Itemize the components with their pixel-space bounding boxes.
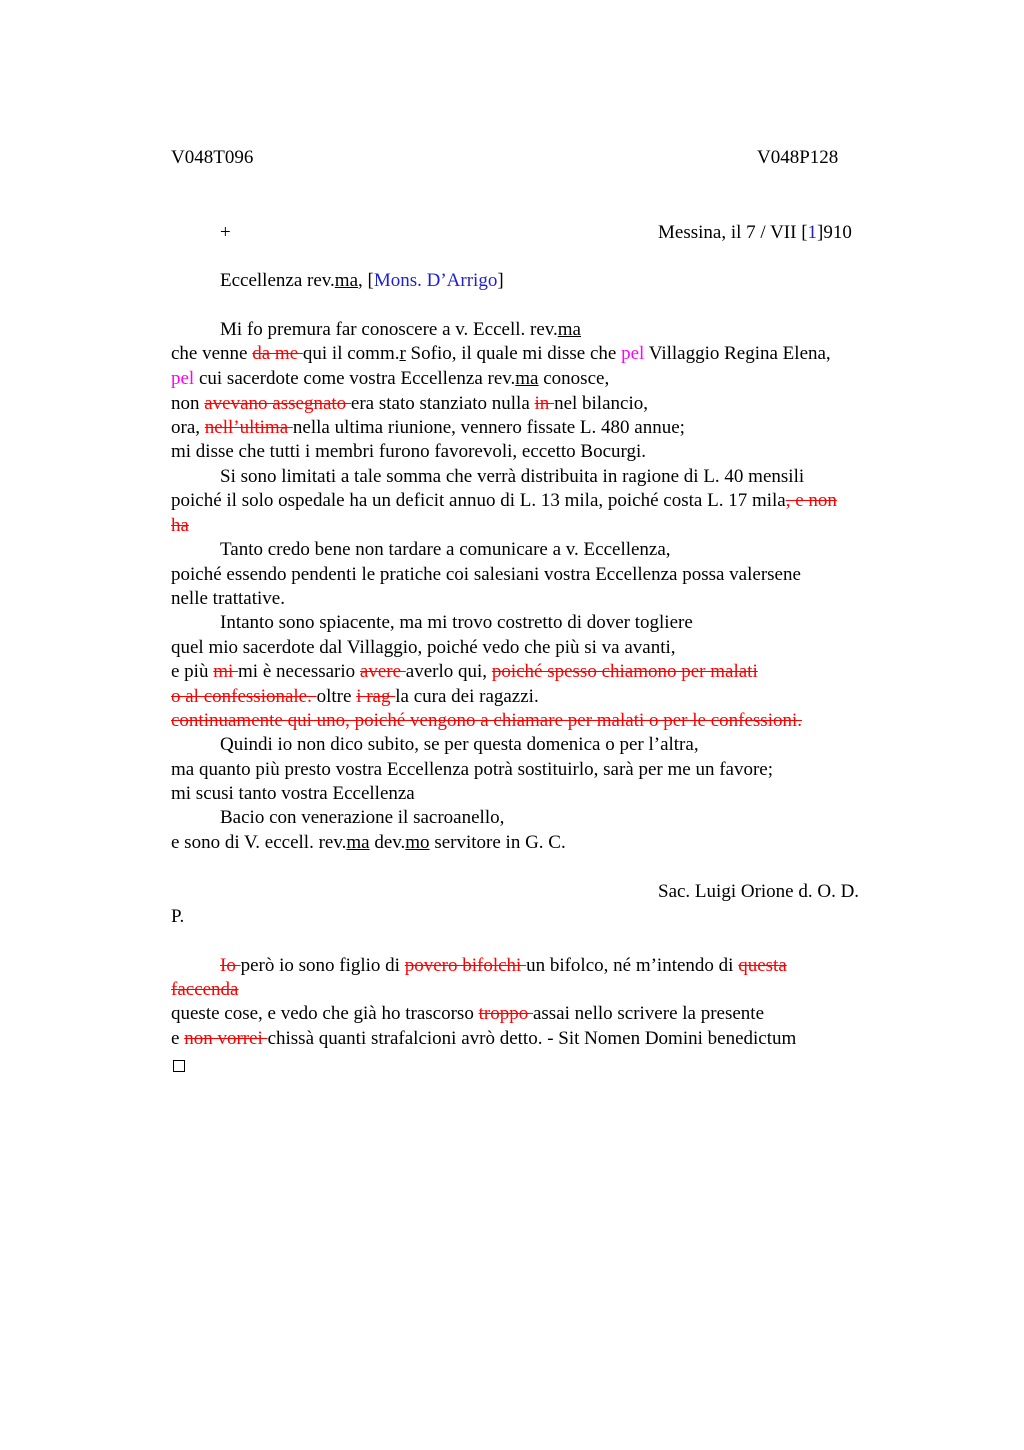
body-line: Si sono limitati a tale somma che verrà distribuita in ragione di L. 40 mensili: [220, 466, 805, 487]
body-line: poiché essendo pendenti le pratiche coi salesiani vostra Eccellenza possa valersene: [171, 564, 801, 585]
body-line: Mi fo premura far conoscere a v. Eccell. rev.ma: [220, 319, 581, 340]
header-right-code: V048P128: [757, 147, 839, 168]
body-line: nelle trattative.: [171, 588, 285, 609]
end-box-mark: [173, 1056, 185, 1078]
body-line: che venne da me qui il comm.r Sofio, il quale mi disse che pel Villaggio Regina Elena,: [171, 343, 831, 364]
body-line: ora, nell’ultima nella ultima riunione, vennero fissate L. 480 annue;: [171, 417, 685, 438]
body-line-deleted: continuamente qui uno, poiché vengono a chiamare per malati o per le confessioni.: [171, 710, 803, 731]
body-line: Intanto sono spiacente, ma mi trovo costretto di dover togliere: [220, 612, 693, 633]
salutation: Eccellenza rev.ma, [Mons. D’Arrigo]: [220, 270, 504, 291]
postscript-line-deleted: faccenda: [171, 979, 239, 1000]
header-left-code: V048T096: [171, 147, 254, 168]
body-line: non avevano assegnato era stato stanziato nulla in nel bilancio,: [171, 393, 648, 414]
body-line: Quindi io non dico subito, se per questa domenica o per l’altra,: [220, 734, 699, 755]
signature-continuation: P.: [171, 906, 185, 927]
body-line: e più mi mi è necessario avere averlo qui, poiché spesso chiamono per malati: [171, 661, 758, 682]
body-line: mi disse che tutti i membri furono favorevoli, eccetto Bocurgi.: [171, 441, 647, 462]
body-line: quel mio sacerdote dal Villaggio, poiché vedo che più si va avanti,: [171, 637, 676, 658]
postscript-line: e non vorrei chissà quanti strafalcioni avrò detto. - Sit Nomen Domini benedictum: [171, 1028, 797, 1049]
body-line: o al confessionale. oltre i rag la cura dei ragazzi.: [171, 686, 539, 707]
closing-line: e sono di V. eccell. rev.ma dev.mo servitore in G. C.: [171, 832, 566, 853]
postscript-line: queste cose, e vedo che già ho trascorso troppo assai nello scrivere la presente: [171, 1003, 765, 1024]
body-line: Bacio con venerazione il sacroanello,: [220, 807, 505, 828]
signature: Sac. Luigi Orione d. O. D.: [658, 881, 860, 902]
body-line: poiché il solo ospedale ha un deficit annuo di L. 13 mila, poiché costa L. 17 mila, e non: [171, 490, 837, 511]
body-line: ma quanto più presto vostra Eccellenza potrà sostituirlo, sarà per me un favore;: [171, 759, 773, 780]
date-line: Messina, il 7 / VII [1]910: [658, 222, 852, 243]
cross-mark: +: [220, 222, 231, 243]
body-line: Tanto credo bene non tardare a comunicare a v. Eccellenza,: [220, 539, 671, 560]
postscript-line: Io però io sono figlio di povero bifolchi un bifolco, né m’intendo di questa: [220, 955, 787, 976]
body-line: mi scusi tanto vostra Eccellenza: [171, 783, 415, 804]
body-line: pel cui sacerdote come vostra Eccellenza rev.ma conosce,: [171, 368, 610, 389]
body-line-deleted: ha: [171, 515, 189, 536]
